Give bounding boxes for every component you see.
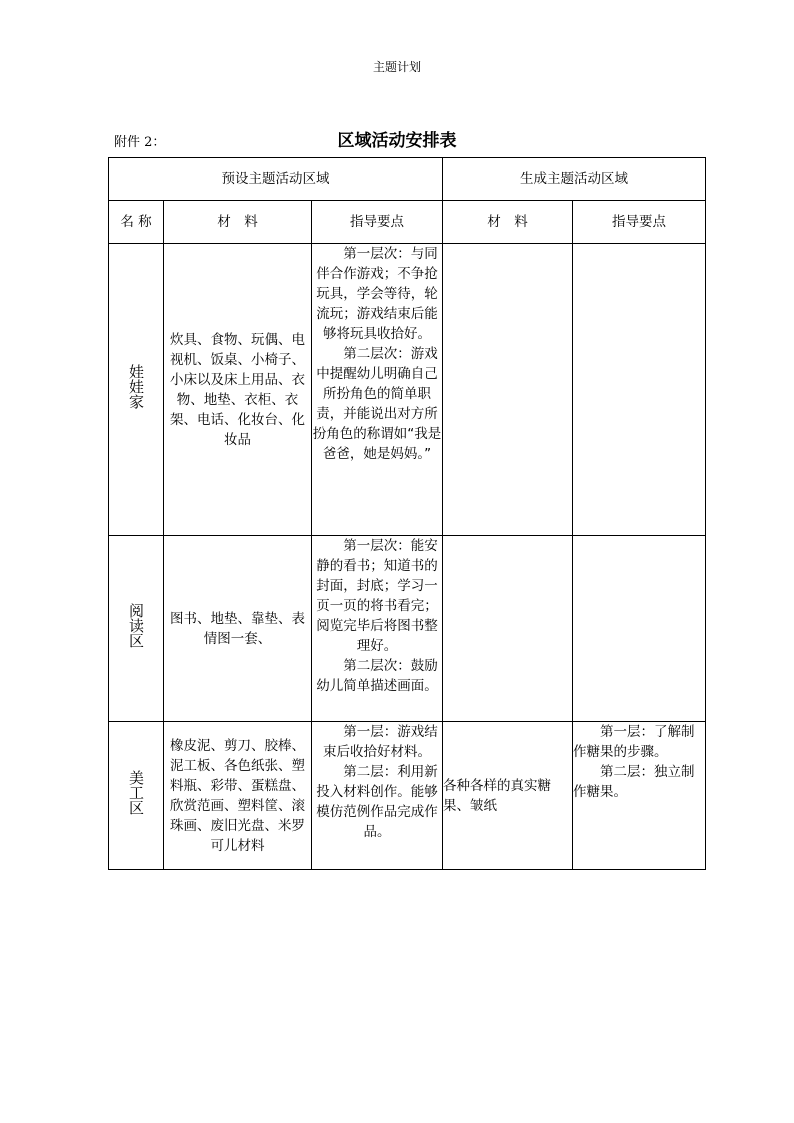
area-name-cell <box>109 536 164 722</box>
area-name: 娃娃家 <box>127 364 145 409</box>
generated-materials-cell <box>443 536 573 722</box>
guide-level-text: 第二层次：游戏中提醒幼儿明确自己所扮角色的简单职责，并能说出对方所扮角色的称谓如“我是爸爸，她是妈妈。” <box>312 346 442 462</box>
materials-cell: 炊具、食物、玩偶、电视机、饭桌、小椅子、小床以及床上用品、衣物、地垫、衣柜、衣架、电话、化妆台、化妆品 <box>164 244 312 536</box>
guide-level-text: 第一层次：能安静的看书；知道书的封面，封底；学习一页一页的将书看完；阅览完毕后将图书整理好。 <box>316 538 438 654</box>
document-title: 区域活动安排表 <box>337 131 457 151</box>
guide-cell <box>312 722 443 870</box>
table-row <box>109 536 706 722</box>
generated-materials-cell <box>443 244 573 536</box>
activity-schedule-table <box>108 157 706 870</box>
area-name-cell <box>109 722 164 870</box>
guide-level-text: 第一层次：与同伴合作游戏；不争抢玩具，学会等待，轮流玩；游戏结束后能够将玩具收拾好。 <box>316 246 438 342</box>
generated-guide-column-header: 指导要点 <box>573 201 706 244</box>
guide-cell <box>312 536 443 722</box>
generated-guide-cell <box>573 722 706 870</box>
materials-column-header: 材 料 <box>164 201 312 244</box>
generated-guide-text: 第二层：独立制作糖果。 <box>573 764 695 800</box>
area-name-cell <box>109 244 164 536</box>
materials-cell: 图书、地垫、靠垫、表情图一套、 <box>164 536 312 722</box>
table-row <box>109 722 706 870</box>
area-name: 美工区 <box>127 770 145 815</box>
name-column-header: 名 称 <box>109 201 164 244</box>
generated-guide-cell <box>573 536 706 722</box>
area-name: 阅读区 <box>127 603 145 648</box>
table-row <box>109 244 706 536</box>
guide-level-text: 第二层次：鼓励幼儿简单描述画面。 <box>316 658 438 694</box>
guide-column-header: 指导要点 <box>312 201 443 244</box>
guide-level-text: 第二层：利用新投入材料创作。能够模仿范例作品完成作品。 <box>316 764 438 840</box>
materials-cell: 橡皮泥、剪刀、胶棒、泥工板、各色纸张、塑料瓶、彩带、蛋糕盘、欣赏范画、塑料筐、滚珠画、废旧光盘、米罗可儿材料 <box>164 722 312 870</box>
generated-materials-cell: 各种各样的真实糖果、皱纸 <box>443 722 573 870</box>
preset-area-header: 预设主题活动区域 <box>109 158 443 201</box>
attachment-label: 附件 2： <box>114 135 166 150</box>
guide-cell <box>312 244 443 536</box>
generated-guide-text: 第一层：了解制作糖果的步骤。 <box>573 724 695 760</box>
generated-area-header: 生成主题活动区域 <box>443 158 706 201</box>
generated-guide-cell <box>573 244 706 536</box>
page-header: 主题计划 <box>372 60 421 74</box>
generated-materials-column-header: 材 料 <box>443 201 573 244</box>
guide-level-text: 第一层：游戏结束后收拾好材料。 <box>323 724 438 760</box>
